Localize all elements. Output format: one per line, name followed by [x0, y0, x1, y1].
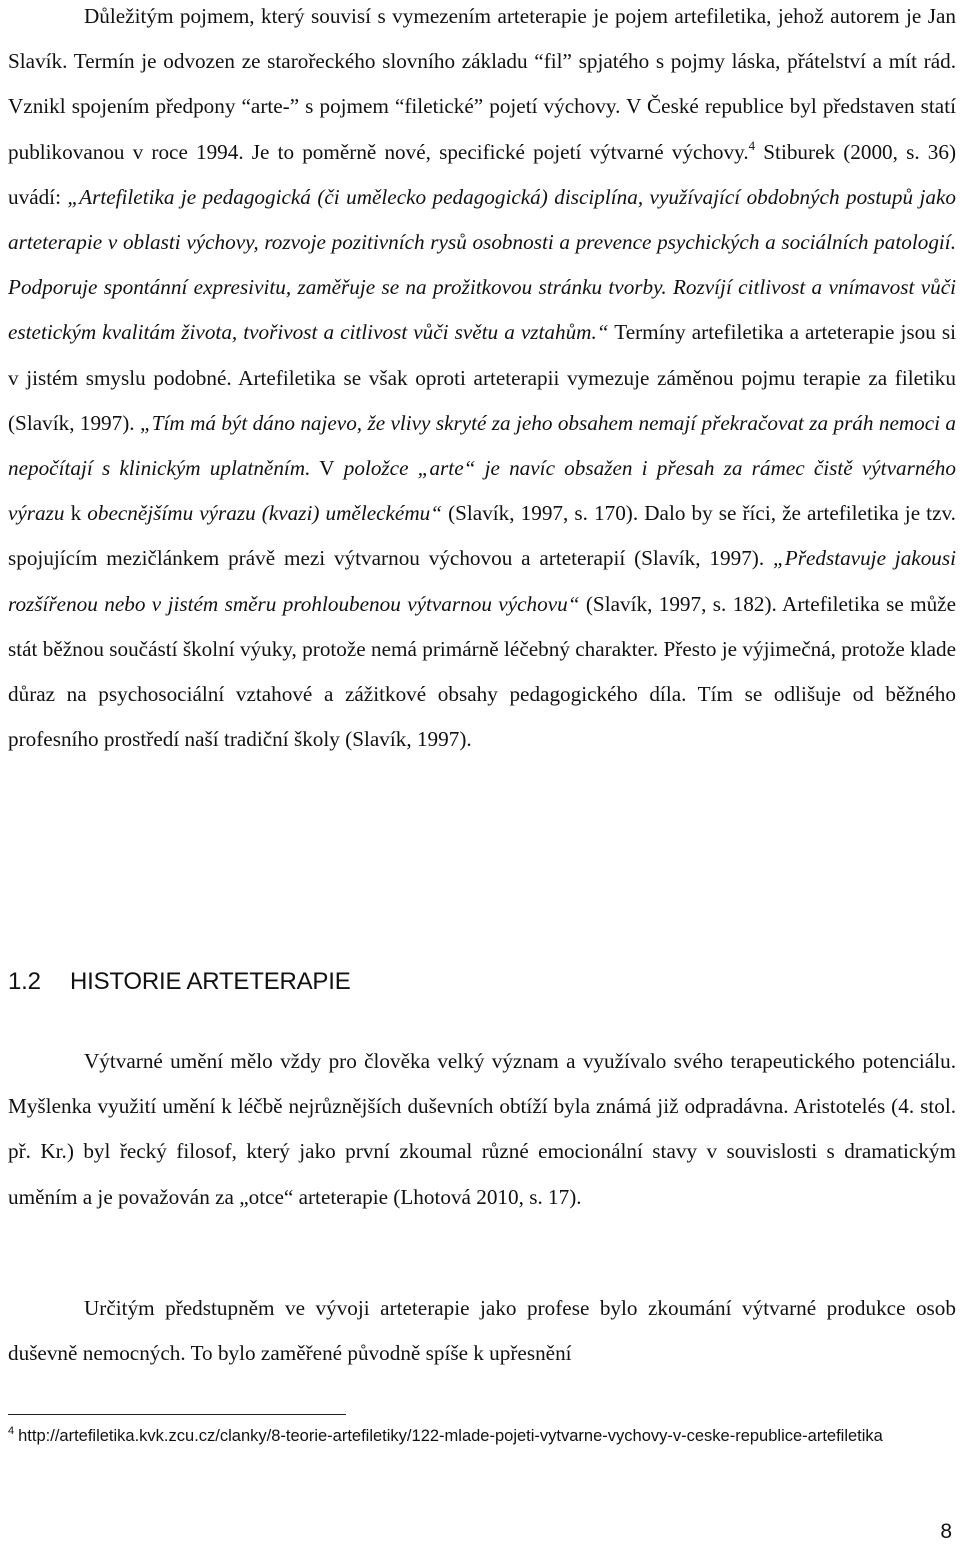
quotation: „Představuje jakousi rozšířenou nebo v jistém směru prohloubenou výtvarnou výchovu“ — [8, 546, 957, 616]
footnote-number: 4 — [8, 1425, 15, 1437]
paragraph-predecessor — [8, 1286, 956, 1376]
paragraph-text: (Slavík, 1997, s. 170). Dalo by se říci, že artefiletika je tzv. spojujícím mezičlánkem právě mezi výtvarnou výchovou a arteterapií (Slavík, 1997). — [8, 501, 956, 571]
quotation: „Tím má být dáno najevo, že vlivy skryté za jeho obsahem nemají překračovat za práh nemoci a nepočítají s klinickým uplatněním. — [8, 410, 956, 481]
paragraph-text: (Slavík, 1997, s. 182). Artefiletika se může stát běžnou součástí školní výuky, protože nemá primárně léčebný charakter. Přesto je výjimečná, protože klade důraz na psychosociální vztahové a zážitkové obsahy pedagogického díla. Tím se odlišuje od běžného profesního prostředí naší tradiční školy (Slavík, 1997). — [8, 591, 956, 752]
quotation: „Artefiletika je pedagogická (či umělecko pedagogická) disciplína, využívající obdobných postupů jako arteterapie v oblasti výchovy, rozvoje pozitivních rysů osobnosti a prevence psychických a sociálních patologií. Podporuje spontánní expresivitu, zaměřuje se na prožitkovou stránku tvorby. Rozvíjí citlivost a vnímavost vůči estetickým kvalitám života, tvořivost a citlivost vůči světu a vztahům.“ — [8, 184, 956, 345]
paragraph-text: V — [310, 456, 335, 481]
paragraph-text: k — [64, 501, 88, 526]
page-number: 8 — [940, 1520, 952, 1543]
quotation: obecnějšímu výrazu (kvazi) uměleckému“ — [87, 501, 442, 526]
section-title: HISTORIE ARTETERAPIE — [70, 968, 351, 995]
footnote-separator — [8, 1414, 346, 1415]
quotation: položce „arte“ je navíc obsažen i přesah za rámec čistě výtvarného výrazu — [8, 456, 956, 526]
paragraph-text: Určitým předstupněm ve vývoji arteterapie jako profese bylo zkoumání výtvarné produkce osob duševně nemocných. To bylo zaměřené původně spíše k upřesnění — [8, 1296, 956, 1366]
paragraph-text: Důležitým pojmem, který souvisí s vymezením arteterapie je pojem artefiletika, jehož autorem je Jan Slavík. Termín je odvozen ze starořeckého slovního základu “fil” spjatého s pojmy láska, přátelství a mít rád. Vznikl spojením předpony “arte-” s pojmem “filetické” pojetí výchovy. V České republice byl představen statí publikovanou v roce 1994. Je to poměrně nové, specifické pojetí výtvarné výchovy. — [8, 4, 956, 164]
paragraph-text: Stiburek (2000, s. 36) uvádí: — [8, 139, 957, 209]
paragraph-text: Termíny artefiletika a arteterapie jsou si v jistém smyslu podobné. Artefiletika se však oproti arteterapii vymezuje záměnou pojmu terapie za filetiku (Slavík, 1997). — [8, 320, 956, 435]
footnote-reference[interactable]: 4 — [748, 137, 756, 153]
section-number: 1.2 — [8, 968, 41, 995]
paragraph-text: Výtvarné umění mělo vždy pro člověka velký význam a využívalo svého terapeutického potenciálu. Myšlenka využití umění k léčbě nejrůznějších duševních obtíží byla známá již odpradávna. Aristotelés (4. stol. př. Kr.) byl řecký filosof, který jako první zkoumal různé emocionální stavy v souvislosti s dramatickým uměním a je považován za „otce“ arteterapie (Lhotová 2010, s. 17). — [8, 1049, 956, 1209]
paragraph-history — [8, 1039, 956, 1220]
section-heading — [8, 962, 351, 1002]
footnote-link[interactable]: http://artefiletika.kvk.zcu.cz/clanky/8-teorie-artefiletiky/122-mlade-pojeti-vytvarne-vychovy-v-ceske-republice-artefiletika — [18, 1427, 883, 1445]
paragraph-artefiletika — [8, 0, 956, 762]
footnote — [8, 1425, 938, 1448]
